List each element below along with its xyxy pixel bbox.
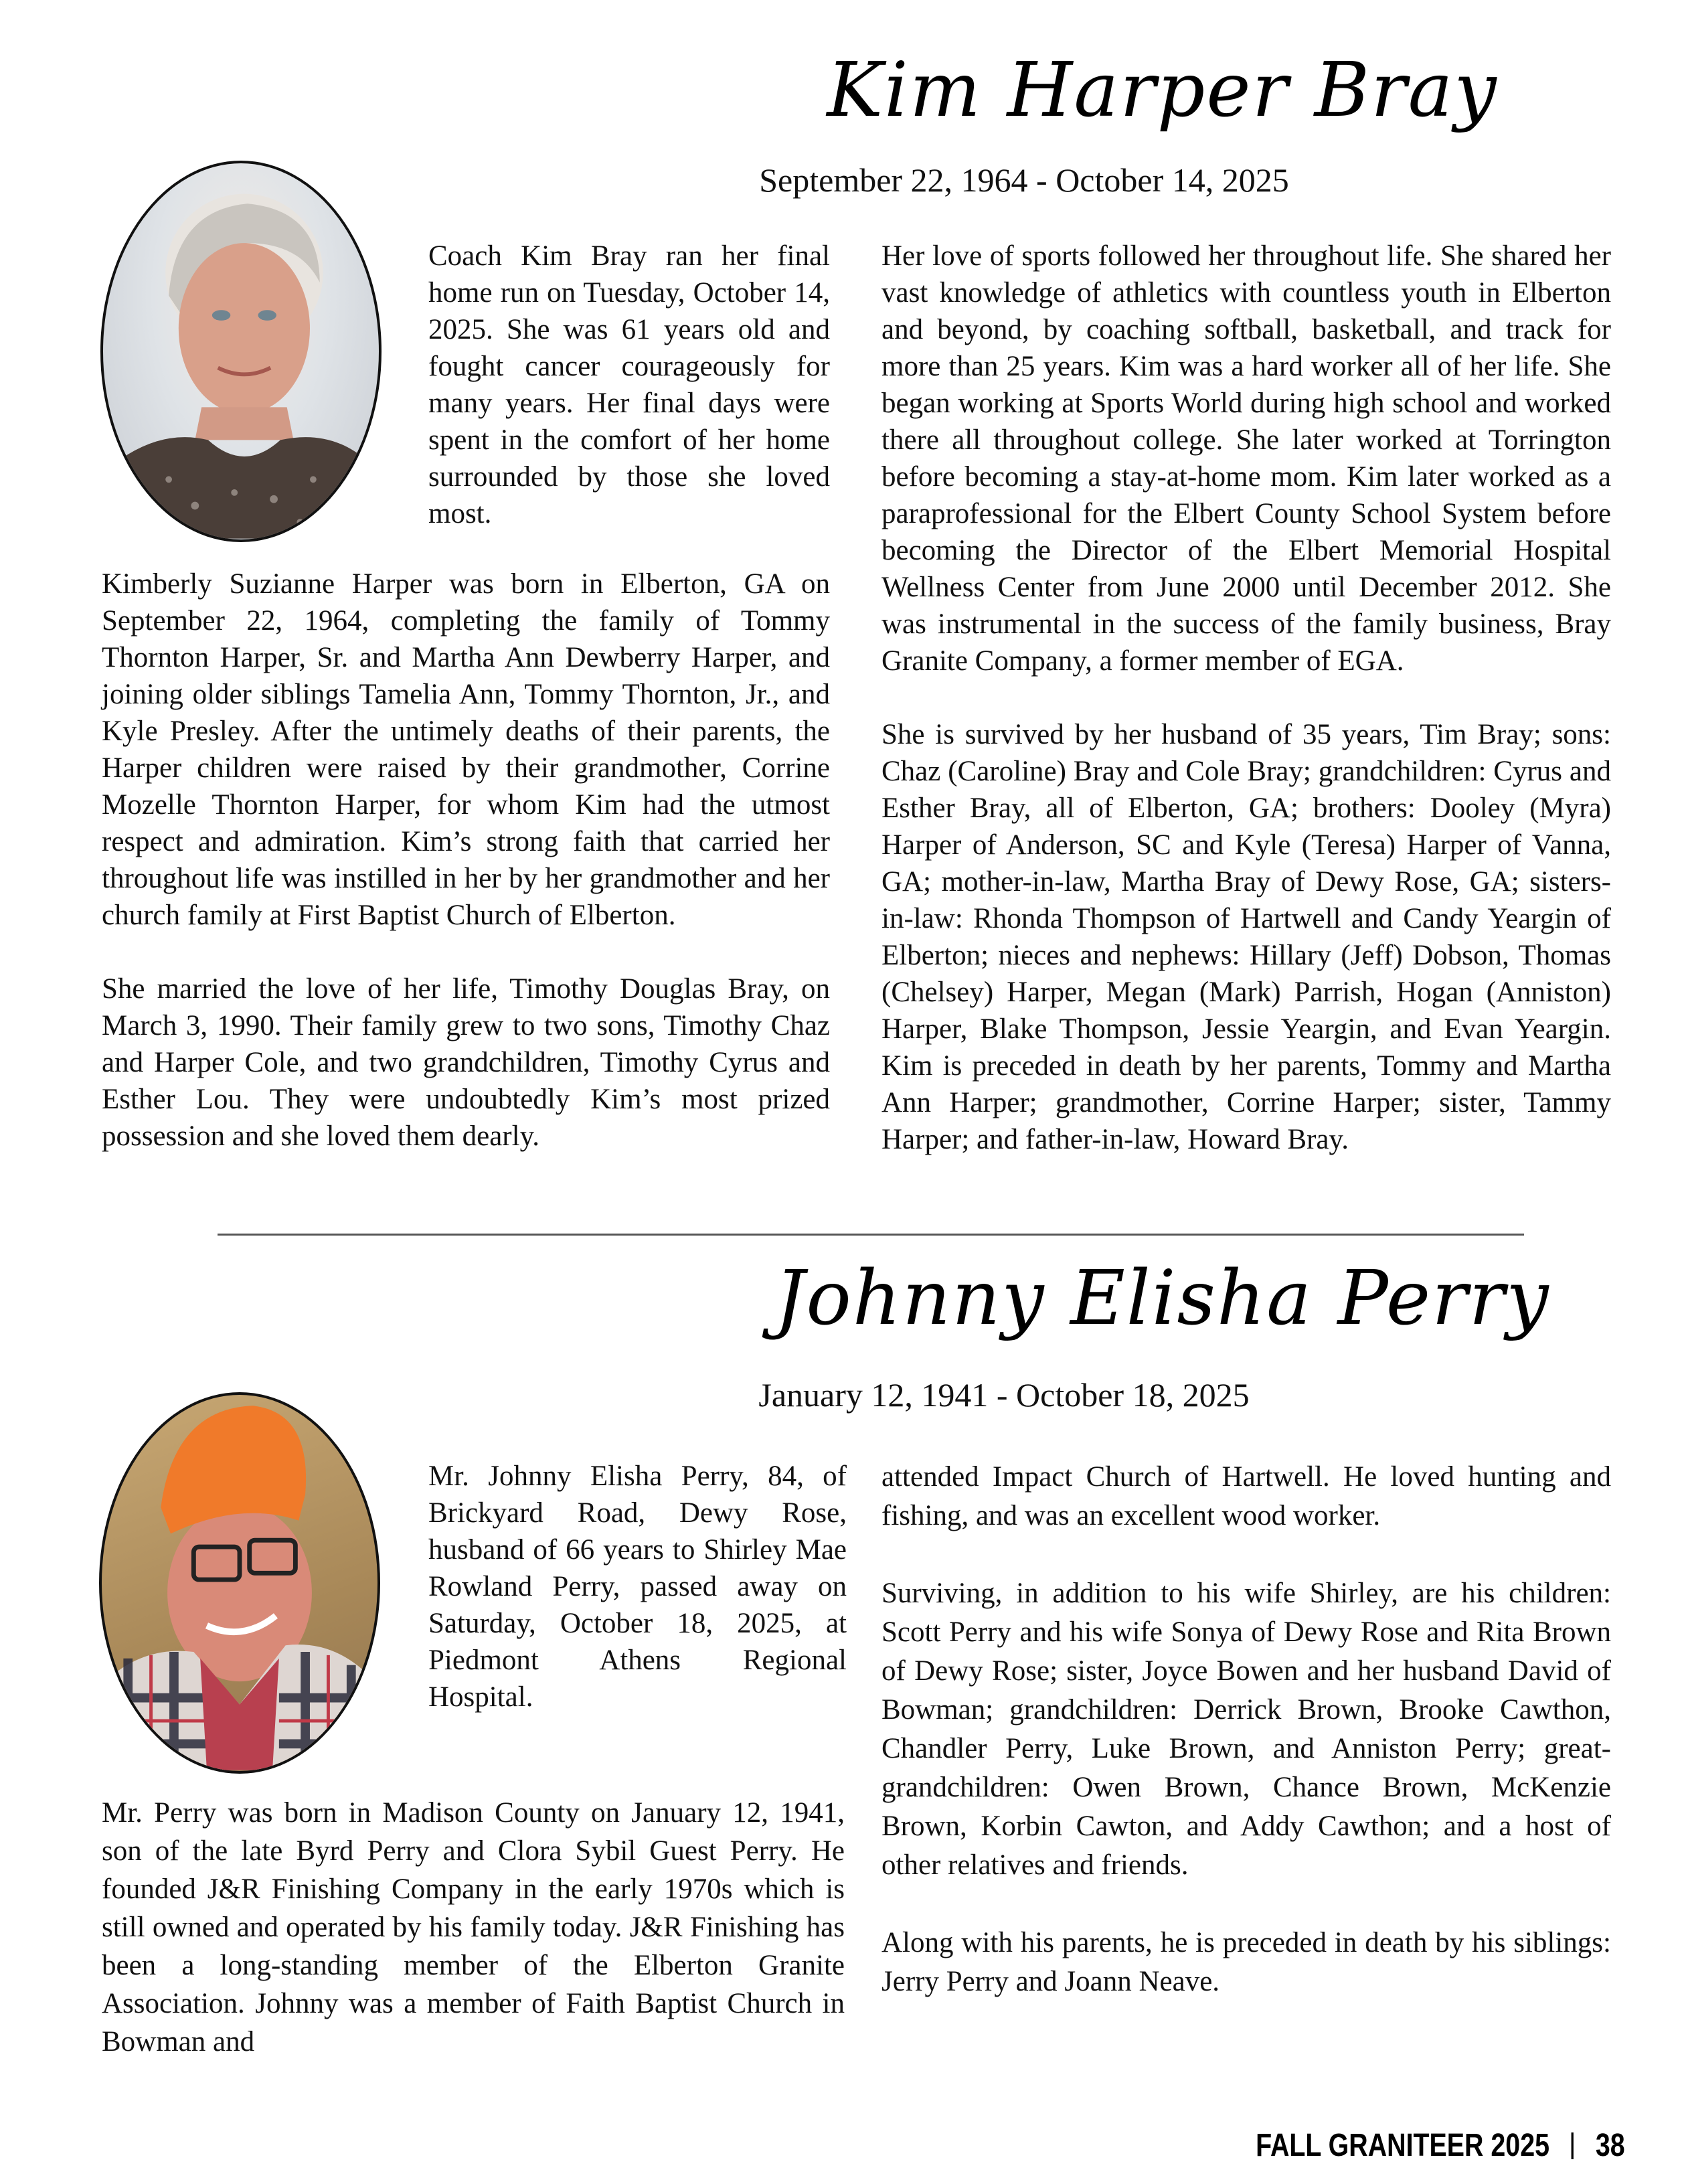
paragraph: attended Impact Church of Hartwell. He loved hunting and fishing, and was an excellent wood worker. xyxy=(881,1461,1611,1531)
paragraph: Along with his parents, he is preceded in death by his siblings: Jerry Perry and Joann Neave. xyxy=(881,1927,1611,1997)
paragraph: She married the love of her life, Timothy Douglas Bray, on March 3, 1990. Their family grew to two sons, Timothy Chaz and Harper Cole, and two grandchildren, Timothy Cyrus and Esther Lou. They were undoubtedly Kim’s most prized possession and she loved them dearly. xyxy=(102,973,830,1152)
paragraph: Kimberly Suzianne Harper was born in Elberton, GA on September 22, 1964, completing the family of Tommy Thornton Harper, Sr. and Martha Ann Dewberry Harper, and joining older siblings Tamelia Ann, Tommy Thornton, Jr., and Kyle Presley. After the untimely deaths of their parents, the Harper children were raised by their grandmother, Corrine Mozelle Thornton Harper, for whom Kim had the utmost respect and admiration. Kim’s strong faith that carried her throughout life was instilled in her by her grandmother and her church family at First Baptist Church of Elberton. xyxy=(102,568,830,931)
page-footer xyxy=(1256,2127,1625,2164)
footer-separator xyxy=(1572,2132,1574,2159)
obituary-left-column xyxy=(102,1794,845,2061)
woman-portrait-icon xyxy=(103,163,379,539)
paragraph: Surviving, in addition to his wife Shirley, are his children: Scott Perry and his wife Sonya of Dewy Rose and Rita Brown of Dewy Rose; sister, Joyce Bowen and her husband David of Bowman; grandchildren: Derrick Brown, Brooke Cawthon, Chandler Perry, Luke Brown, and Anniston Perry; great-grandchildren: Owen Brown, Chance Brown, McKenzie Brown, Korbin Cawton, and Addy Cawthon; and a host of other relatives and friends. xyxy=(881,1578,1611,1881)
obituary-dates: January 12, 1941 - October 18, 2025 xyxy=(758,1376,1250,1414)
paragraph: Her love of sports followed her throughout life. She shared her vast knowledge of athletics with countless youth in Elberton and beyond, by coaching softball, basketball, and track for more than 25 years. Kim was a hard worker all of her life. She began working at Sports World during high school and worked there all throughout college. She later worked at Torrington before becoming a stay-at-home mom. Kim later worked as a paraprofessional for the Elbert County School System before becoming the Director of the Elbert Memorial Hospital Wellness Center from June 2000 until December 2012. She was instrumental in the success of the family business, Bray Granite Company, a former member of EGA. xyxy=(881,240,1611,677)
paragraph: Mr. Perry was born in Madison County on January 12, 1941, son of the late Byrd Perry and Clora Sybil Guest Perry. He founded J&R Finishing Company in the early 1970s which is still owned and operated by his family today. J&R Finishing has been a long-standing member of the Elberton Granite Association. Johnny was a member of Faith Baptist Church in Bowman and xyxy=(102,1797,845,2057)
obituary-right-column xyxy=(881,1458,1611,2001)
paragraph: She is survived by her husband of 35 years, Tim Bray; sons: Chaz (Caroline) Bray and Cole Bray; grandchildren: Cyrus and Esther Bray, all of Elberton, GA; brothers: Dooley (Myra) Harper of Anderson, SC and Kyle (Teresa) Harper of Vanna, GA; mother-in-law, Martha Bray of Dewy Rose, GA; sisters-in-law: Rhonda Thompson of Hartwell and Candy Yeargin of Elberton; nieces and nephews: Hillary (Jeff) Dobson, Thomas (Chelsey) Harper, Megan (Mark) Parrish, Hogan (Anniston) Harper, Blake Thompson, Jessie Yeargin, and Evan Yeargin. Kim is preceded in death by her parents, Tommy and Martha Ann Harper; grandmother, Corrine Harper; sister, Tammy Harper; and father-in-law, Howard Bray. xyxy=(881,719,1611,1155)
section-divider xyxy=(218,1234,1524,1236)
man-portrait-icon xyxy=(102,1395,377,1771)
publication-title: FALL GRANITEER 2025 xyxy=(1256,2128,1550,2163)
obituary-dates: September 22, 1964 - October 14, 2025 xyxy=(759,161,1289,199)
page-number: 38 xyxy=(1596,2128,1625,2163)
portrait-photo xyxy=(99,1392,380,1774)
obituary-name: Kim Harper Bray xyxy=(827,47,1498,134)
obituary-intro: Coach Kim Bray ran her final home run on Tuesday, October 14, 2025. She was 61 years old and fought cancer courageously for many years. Her final days were spent in the comfort of her home surrounded by those she loved most. xyxy=(428,240,830,529)
obituary-right-column xyxy=(881,238,1611,1158)
obituary-name: Johnny Elisha Perry xyxy=(774,1255,1550,1342)
obituary-intro: Mr. Johnny Elisha Perry, 84, of Brickyard Road, Dewy Rose, husband of 66 years to Shirley Mae Rowland Perry, passed away on Saturday, October 18, 2025, at Piedmont Athens Regional Hospital. xyxy=(428,1460,847,1713)
obituary-left-column xyxy=(102,566,830,1155)
portrait-photo xyxy=(100,161,382,542)
